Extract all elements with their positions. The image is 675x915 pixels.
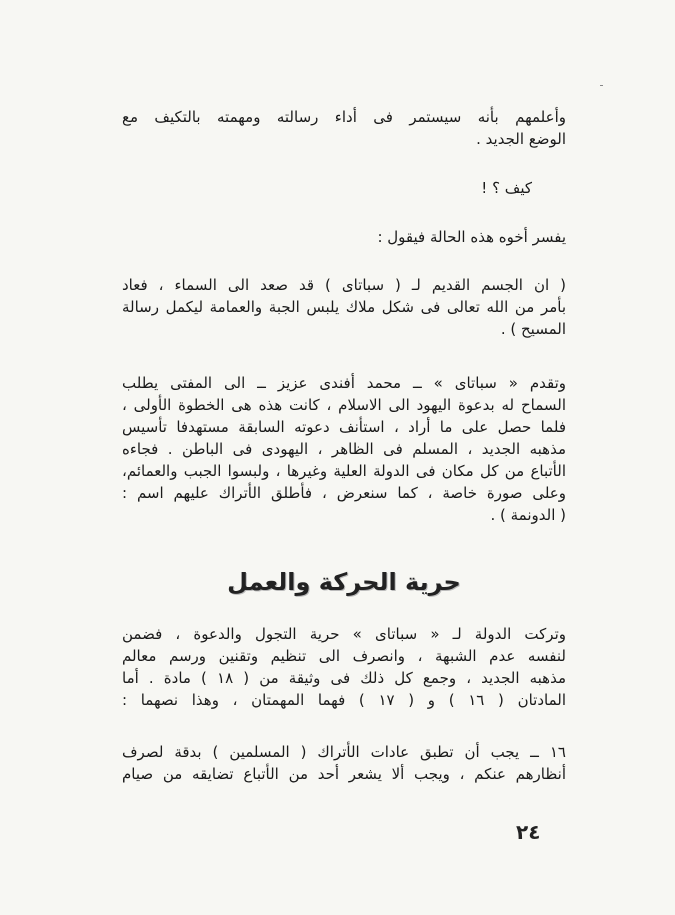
text-line: المسيح ) . [500,320,566,338]
text-line: وتقدم « سباتاى » ــ محمد أفندى عزيز ــ الى المفتى يطلب [122,374,566,392]
scan-speck [600,85,603,86]
text-line: ( الدونمة ) . [490,506,566,524]
text-line: الأتباع من كل مكان فى الدولة العلية وغيرها ، ولبسوا الجبب والعمائم، [122,462,566,480]
text-line: مذهبه الجديد ، المسلم فى الظاهر ، اليهودى فى الباطن . فجاءه [122,440,566,458]
paragraph-1 [122,106,566,150]
text-line: الوضع الجديد . [476,130,566,148]
section-heading: حرية الحركة والعمل [227,568,461,596]
text-line: ١٦ ــ يجب أن تطبق عادات الأتراك ( المسلمين ) بدقة لصرف [122,743,566,761]
text-line: يفسر أخوه هذه الحالة فيقول : [377,228,566,246]
text-line: وتركت الدولة لـ « سباتاى » حرية التجول والدعوة ، فضمن [122,625,566,643]
text-line: المادتان ( ١٦ ) و ( ١٧ ) فهما المهمتان ، وهذا نصهما : [122,691,566,709]
paragraph-5 [122,372,566,526]
paragraph-2 [122,177,532,199]
paragraph-7 [122,741,566,785]
text-line: لنفسه عدم الشبهة ، وانصرف الى تنظيم وتقنين ورسم معالم [122,647,566,665]
text-line: مذهبه الجديد ، وجمع كل ذلك فى وثيقة من ( ١٨ ) مادة . أما [122,669,567,687]
text-line: وعلى صورة خاصة ، كما سنعرض ، فأطلق الأتراك عليهم اسم : [122,484,566,502]
text-line: ( ان الجسم القديم لـ ( سباتاى ) قد صعد الى السماء ، فعاد [122,276,566,294]
page-number: ٢٤ [516,820,541,844]
text-line: السماح له بدعوة اليهود الى الاسلام ، كانت هذه هى الخطوة الأولى ، [122,396,566,414]
text-line: وأعلمهم بأنه سيستمر فى أداء رسالته ومهمته بالتكيف مع [122,108,566,126]
paragraph-4 [122,274,566,340]
text-line: أنظارهم عنكم ، ويجب ألا يشعر أحد من الأتباع تضايقه من صيام [122,765,566,783]
text-line: بأمر من الله تعالى فى شكل ملاك يلبس الجبة والعمامة ليكمل رسالة [122,298,566,316]
text-line: كيف ؟ ! [481,179,532,197]
paragraph-3 [122,226,566,248]
paragraph-6 [122,623,566,711]
text-line: فلما حصل على ما أراد ، استأنف دعوته السابقة مستهدفا تأسيس [122,418,566,436]
